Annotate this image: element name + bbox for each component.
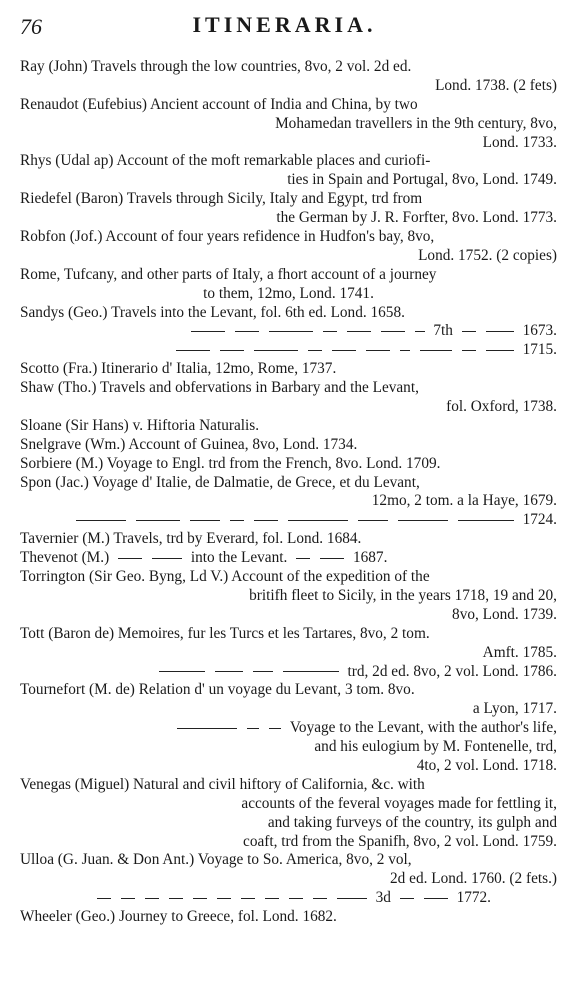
entry-sandys bbox=[20, 304, 557, 323]
entry-tott bbox=[20, 625, 557, 663]
ditto-dash bbox=[235, 331, 259, 332]
entry-line: Lond. 1752. (2 copies) bbox=[418, 246, 557, 264]
ditto-line bbox=[20, 663, 557, 682]
ditto-dash bbox=[191, 331, 225, 332]
entry-riedesel bbox=[20, 190, 557, 228]
entry-line: Shaw (Tho.) Travels and obfervations in Barbary and the Levant, bbox=[20, 379, 419, 397]
entry-line: Tournefort (M. de) Relation d' un voyage du Levant, 3 tom. 8vo. bbox=[20, 681, 415, 699]
ditto-dash bbox=[254, 520, 278, 521]
entry-line: Sloane (Sir Hans) v. Hiftoria Naturalis. bbox=[20, 416, 260, 434]
entry-text: Voyage to the Levant, with the author's life, bbox=[289, 719, 557, 737]
entry-line: 4to, 2 vol. Lond. 1718. bbox=[416, 756, 557, 774]
ditto-dash bbox=[415, 331, 425, 332]
entry-line: fol. Oxford, 1738. bbox=[446, 398, 557, 416]
entry-line: Spon (Jac.) Voyage d' Italie, de Dalmatie, de Grece, et du Levant, bbox=[20, 473, 420, 491]
year-text: 1715. bbox=[522, 341, 557, 359]
entry-thevenot bbox=[20, 549, 557, 568]
ditto-dash bbox=[241, 898, 255, 899]
entry-ray bbox=[20, 58, 557, 96]
year-text: 1687. bbox=[352, 549, 388, 567]
ditto-dash bbox=[400, 898, 414, 899]
ditto-dash bbox=[118, 558, 142, 559]
year-text: 1724. bbox=[522, 511, 557, 529]
entry-line: Scotto (Fra.) Itinerario d' Italia, 12mo, Rome, 1737. bbox=[20, 360, 337, 378]
ditto-dash bbox=[462, 350, 476, 351]
ditto-dash bbox=[269, 728, 281, 729]
entry-shaw bbox=[20, 379, 557, 417]
author-text: Thevenot (M.) bbox=[20, 549, 110, 567]
ditto-dash bbox=[420, 350, 452, 351]
entry-sorbiere bbox=[20, 455, 557, 474]
running-title: ITINERARIA. bbox=[192, 12, 377, 37]
entry-sandys-7th bbox=[20, 322, 557, 341]
ditto-dash bbox=[177, 728, 237, 729]
ditto-dash bbox=[152, 558, 182, 559]
ditto-dash bbox=[247, 728, 259, 729]
ditto-dash bbox=[136, 520, 180, 521]
entry-line: Tott (Baron de) Memoires, fur les Turcs et les Tartares, 8vo, 2 tom. bbox=[20, 624, 430, 642]
ditto-dash bbox=[76, 520, 126, 521]
ditto-dash bbox=[400, 350, 410, 351]
entry-line: Rhys (Udal ap) Account of the moft remarkable places and curiofi- bbox=[20, 152, 431, 170]
ditto-dash bbox=[398, 520, 448, 521]
page-header bbox=[20, 12, 549, 46]
entry-line: ties in Spain and Portugal, 8vo, Lond. 1749. bbox=[287, 171, 557, 189]
ditto-dash bbox=[97, 898, 111, 899]
ditto-dash bbox=[145, 898, 159, 899]
entry-line: the German by J. R. Forfter, 8vo. Lond. 1773. bbox=[276, 209, 557, 227]
entry-ulloa-3d bbox=[20, 889, 557, 908]
entry-spon-1724 bbox=[20, 511, 557, 530]
edition-text: 7th bbox=[433, 322, 453, 340]
entry-line: and taking furveys of the country, its gulph and bbox=[267, 813, 557, 831]
ditto-dash bbox=[486, 350, 514, 351]
ditto-dash bbox=[486, 331, 514, 332]
entry-line: accounts of the feveral voyages made for fettling it, bbox=[241, 794, 557, 812]
entry-line: Torrington (Sir Geo. Byng, Ld V.) Account of the expedition of the bbox=[20, 568, 430, 586]
entry-tournefort bbox=[20, 681, 557, 719]
ditto-dash bbox=[159, 671, 205, 672]
ditto-line bbox=[20, 511, 557, 530]
entry-line: 12mo, 2 tom. a la Haye, 1679. bbox=[371, 492, 557, 510]
ditto-dash bbox=[253, 671, 273, 672]
entry-line: 8vo, Lond. 1739. bbox=[452, 605, 557, 623]
ditto-dash bbox=[381, 331, 405, 332]
ditto-dash bbox=[283, 671, 339, 672]
ditto-dash bbox=[323, 331, 337, 332]
ditto-line bbox=[20, 549, 557, 568]
ditto-dash bbox=[169, 898, 183, 899]
entry-line: britifh fleet to Sicily, in the years 1718, 19 and 20, bbox=[249, 586, 557, 604]
entry-line: Tavernier (M.) Travels, trd by Everard, fol. Lond. 1684. bbox=[20, 530, 362, 548]
entry-line: Rome, Tufcany, and other parts of Italy, a fhort account of a journey bbox=[20, 265, 437, 283]
ditto-line bbox=[20, 719, 557, 738]
ditto-dash bbox=[424, 898, 448, 899]
entry-line: 2d ed. Lond. 1760. (2 fets.) bbox=[390, 870, 557, 888]
title-text: into the Levant. bbox=[190, 549, 288, 567]
entry-scotto bbox=[20, 360, 557, 379]
ditto-line bbox=[20, 341, 557, 360]
entry-snelgrave bbox=[20, 436, 557, 455]
entry-line: Mohamedan travellers in the 9th century, 8vo, bbox=[275, 114, 557, 132]
entry-line: to them, 12mo, Lond. 1741. bbox=[203, 284, 374, 302]
ditto-dash bbox=[308, 350, 322, 351]
entry-line: Renaudot (Eufebius) Ancient account of India and China, by two bbox=[20, 95, 418, 113]
ditto-dash bbox=[458, 520, 514, 521]
entry-line: Venegas (Miguel) Natural and civil hiftory of California, &c. with bbox=[20, 775, 425, 793]
ditto-dash bbox=[332, 350, 356, 351]
entry-wheeler bbox=[20, 908, 557, 927]
entry-line: Sorbiere (M.) Voyage to Engl. trd from the French, 8vo. Lond. 1709. bbox=[20, 454, 441, 472]
entry-sloane bbox=[20, 417, 557, 436]
ditto-dash bbox=[366, 350, 390, 351]
page-number: 76 bbox=[20, 14, 42, 39]
entry-tott-2d bbox=[20, 663, 557, 682]
ditto-dash bbox=[320, 558, 344, 559]
ditto-dash bbox=[337, 898, 367, 899]
ditto-dash bbox=[288, 520, 348, 521]
entry-line: Riedefel (Baron) Travels through Sicily, Italy and Egypt, trd from bbox=[20, 190, 423, 208]
ditto-line bbox=[20, 889, 557, 908]
entry-renaudot bbox=[20, 96, 557, 153]
edition-text: 3d bbox=[375, 889, 391, 907]
entries-list bbox=[20, 58, 557, 927]
ditto-dash bbox=[230, 520, 244, 521]
entry-line: and his eulogium by M. Fontenelle, trd, bbox=[314, 738, 557, 756]
entry-rome bbox=[20, 266, 557, 304]
entry-line: coaft, trd from the Spanifh, 8vo, 2 vol. Lond. 1759. bbox=[243, 832, 557, 850]
ditto-dash bbox=[121, 898, 135, 899]
ditto-dash bbox=[254, 350, 298, 351]
ditto-dash bbox=[220, 350, 244, 351]
ditto-dash bbox=[296, 558, 310, 559]
entry-line: Lond. 1738. (2 fets) bbox=[435, 76, 557, 94]
entry-venegas bbox=[20, 776, 557, 852]
entry-tournefort-english bbox=[20, 719, 557, 776]
ditto-dash bbox=[190, 520, 220, 521]
entry-spon bbox=[20, 474, 557, 512]
entry-line: Ulloa (G. Juan. & Don Ant.) Voyage to So. America, 8vo, 2 vol, bbox=[20, 851, 412, 869]
entry-ulloa bbox=[20, 851, 557, 889]
ditto-dash bbox=[358, 520, 388, 521]
ditto-dash bbox=[347, 331, 371, 332]
entry-sandys-1715 bbox=[20, 341, 557, 360]
entry-line: Wheeler (Geo.) Journey to Greece, fol. Lond. 1682. bbox=[20, 908, 337, 926]
year-text: 1673. bbox=[522, 322, 557, 340]
entry-line: a Lyon, 1717. bbox=[472, 700, 557, 718]
ditto-dash bbox=[269, 331, 313, 332]
year-text: 1772. bbox=[456, 889, 491, 907]
ditto-line bbox=[20, 322, 557, 341]
ditto-dash bbox=[193, 898, 207, 899]
entry-line: Ray (John) Travels through the low countries, 8vo, 2 vol. 2d ed. bbox=[20, 58, 412, 75]
entry-robson bbox=[20, 228, 557, 266]
ditto-dash bbox=[215, 671, 243, 672]
entry-line: Sandys (Geo.) Travels into the Levant, fol. 6th ed. Lond. 1658. bbox=[20, 303, 405, 321]
entry-tavernier bbox=[20, 530, 557, 549]
entry-line: Snelgrave (Wm.) Account of Guinea, 8vo, Lond. 1734. bbox=[20, 435, 358, 453]
ditto-dash bbox=[265, 898, 279, 899]
entry-line: Robfon (Jof.) Account of four years refidence in Hudfon's bay, 8vo, bbox=[20, 228, 435, 246]
ditto-dash bbox=[289, 898, 303, 899]
ditto-dash bbox=[217, 898, 231, 899]
entry-rhys bbox=[20, 152, 557, 190]
entry-torrington bbox=[20, 568, 557, 625]
ditto-dash bbox=[313, 898, 327, 899]
entry-text: trd, 2d ed. 8vo, 2 vol. Lond. 1786. bbox=[347, 662, 557, 680]
entry-line: Amft. 1785. bbox=[482, 643, 557, 661]
ditto-dash bbox=[462, 331, 476, 332]
ditto-dash bbox=[176, 350, 210, 351]
entry-line: Lond. 1733. bbox=[482, 133, 557, 151]
